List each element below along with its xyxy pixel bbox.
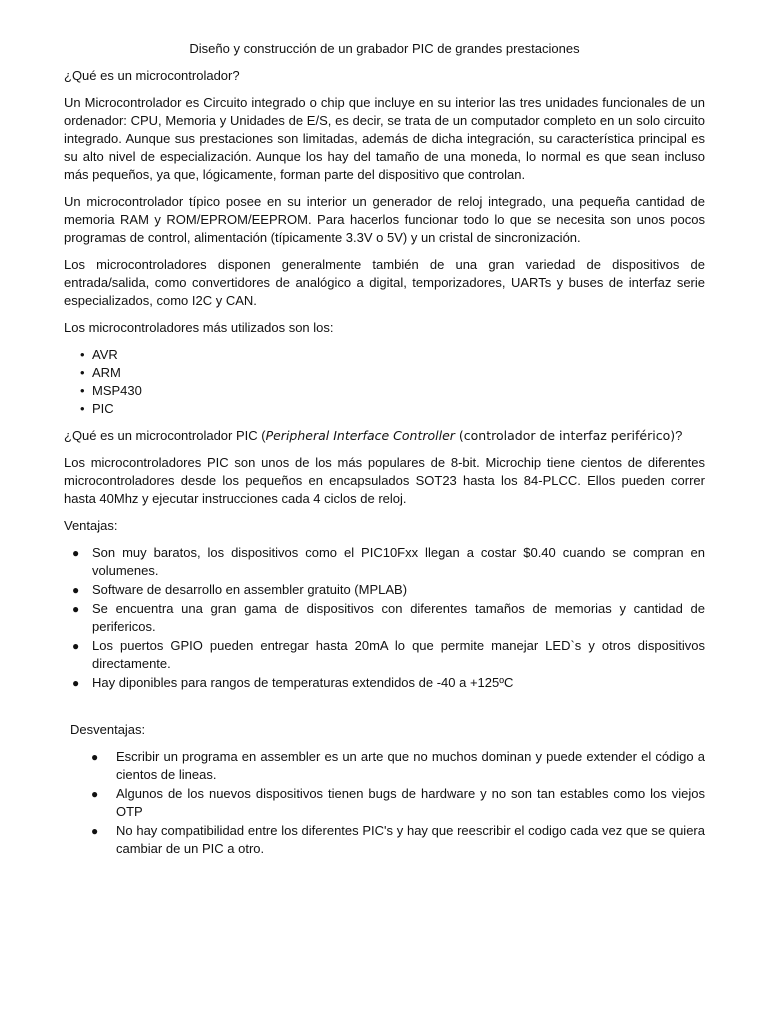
list-item (64, 581, 705, 599)
list-item-label: AVR (92, 347, 118, 362)
bullet-icon: ● (72, 639, 80, 653)
bullet-icon: ● (72, 583, 80, 597)
bullet-icon: ● (72, 546, 80, 560)
ventajas-heading: Ventajas: (64, 518, 118, 533)
bullet-icon: ● (91, 787, 99, 801)
list-item-label: Se encuentra una gran gama de dispositivos con diferentes tamaños de memorias y cantidad de perifericos. (92, 601, 705, 634)
question-pic-acronym: Peripheral Interface Controller (265, 428, 455, 443)
list-item-label: Hay diponibles para rangos de temperaturas extendidos de -40 a +125ºC (92, 675, 514, 690)
ventajas-list (64, 544, 705, 692)
micro-list (64, 346, 705, 418)
bullet-icon: • (80, 383, 85, 398)
list-item (64, 674, 705, 692)
list-item (80, 364, 705, 382)
list-item-label: ARM (92, 365, 121, 380)
bullet-icon: • (80, 365, 85, 380)
list-item (80, 382, 705, 400)
document-title: Diseño y construcción de un grabador PIC de grandes prestaciones (189, 41, 580, 56)
question-microcontroller: ¿Qué es un microcontrolador? (64, 68, 240, 83)
paragraph-most-used: Los microcontroladores más utilizados son los: (64, 320, 334, 335)
list-item-label: Son muy baratos, los dispositivos como el PIC10Fxx llegan a costar $0.40 cuando se compran en volumenes. (92, 545, 705, 578)
list-item-label: MSP430 (92, 383, 142, 398)
desventajas-heading: Desventajas: (70, 722, 146, 737)
paragraph-pic-description: Los microcontroladores PIC son unos de los más populares de 8-bit. Microchip tiene cientos de diferentes microcontroladores desde los pequeños en encapsulados SOT23 hasta los 84-PLCC. Ellos pueden correr hasta 40Mhz y ejecutar instrucciones cada 4 ciclos de reloj. (64, 455, 705, 506)
list-item (80, 346, 705, 364)
desventajas-list (64, 748, 705, 858)
list-item-label: No hay compatibilidad entre los diferentes PIC's y hay que reescribir el codigo cada vez que se quiera cambiar de un PIC a otro. (116, 823, 705, 856)
list-item-label: Escribir un programa en assembler es un arte que no muchos dominan y puede extender el código a cientos de lineas. (116, 749, 705, 782)
question-pic (64, 427, 705, 445)
bullet-icon: • (80, 401, 85, 416)
bullet-icon: ● (91, 750, 99, 764)
list-item (64, 600, 705, 636)
list-item (64, 637, 705, 673)
question-pic-suffix: ? (675, 428, 683, 443)
list-item-label: Algunos de los nuevos dispositivos tienen bugs de hardware y no son tan estables como los viejos OTP (116, 786, 705, 819)
list-item-label: Los puertos GPIO pueden entregar hasta 20mA lo que permite manejar LED`s y otros dispositivos directamente. (92, 638, 705, 671)
paragraph-io-devices: Los microcontroladores disponen generalmente también de una gran variedad de dispositivos de entrada/salida, como convertidores de analógico a digital, temporizadores, UARTs y buses de interfaz serie especializados, como I2C y CAN. (64, 257, 705, 308)
list-item (89, 822, 705, 858)
bullet-icon: ● (72, 676, 80, 690)
list-item (80, 400, 705, 418)
bullet-icon: • (80, 347, 85, 362)
document-page (64, 40, 705, 859)
list-item-label: PIC (92, 401, 114, 416)
spacer (64, 693, 705, 721)
list-item (64, 544, 705, 580)
list-item-label: Software de desarrollo en assembler gratuito (MPLAB) (92, 582, 408, 597)
paragraph-typical-micro: Un microcontrolador típico posee en su interior un generador de reloj integrado, una pequeña cantidad de memoria RAM y ROM/EPROM/EEPROM. Para hacerlos funcionar todo lo que se necesita son unos pocos programas de control, alimentación (típicamente 3.3V o 5V) y un cristal de sincronización. (64, 194, 705, 245)
paragraph-definition: Un Microcontrolador es Circuito integrado o chip que incluye en su interior las tres unidades funcionales de un ordenador: CPU, Memoria y Unidades de E/S, es decir, se trata de un computador completo en un solo circuito integrado. Aunque sus prestaciones son limitadas, además de dicha integración, su característica principal es su alto nivel de especialización. Aunque los hay del tamaño de una moneda, lo normal es que sean incluso más pequeños, ya que, lógicamente, forman parte del dispositivo que controlan. (64, 95, 705, 182)
bullet-icon: ● (91, 824, 99, 838)
bullet-icon: ● (72, 602, 80, 616)
list-item (89, 748, 705, 784)
question-pic-translation: (controlador de interfaz periférico) (454, 428, 676, 443)
question-pic-prefix: ¿Qué es un microcontrolador PIC ( (64, 428, 266, 443)
list-item (89, 785, 705, 821)
